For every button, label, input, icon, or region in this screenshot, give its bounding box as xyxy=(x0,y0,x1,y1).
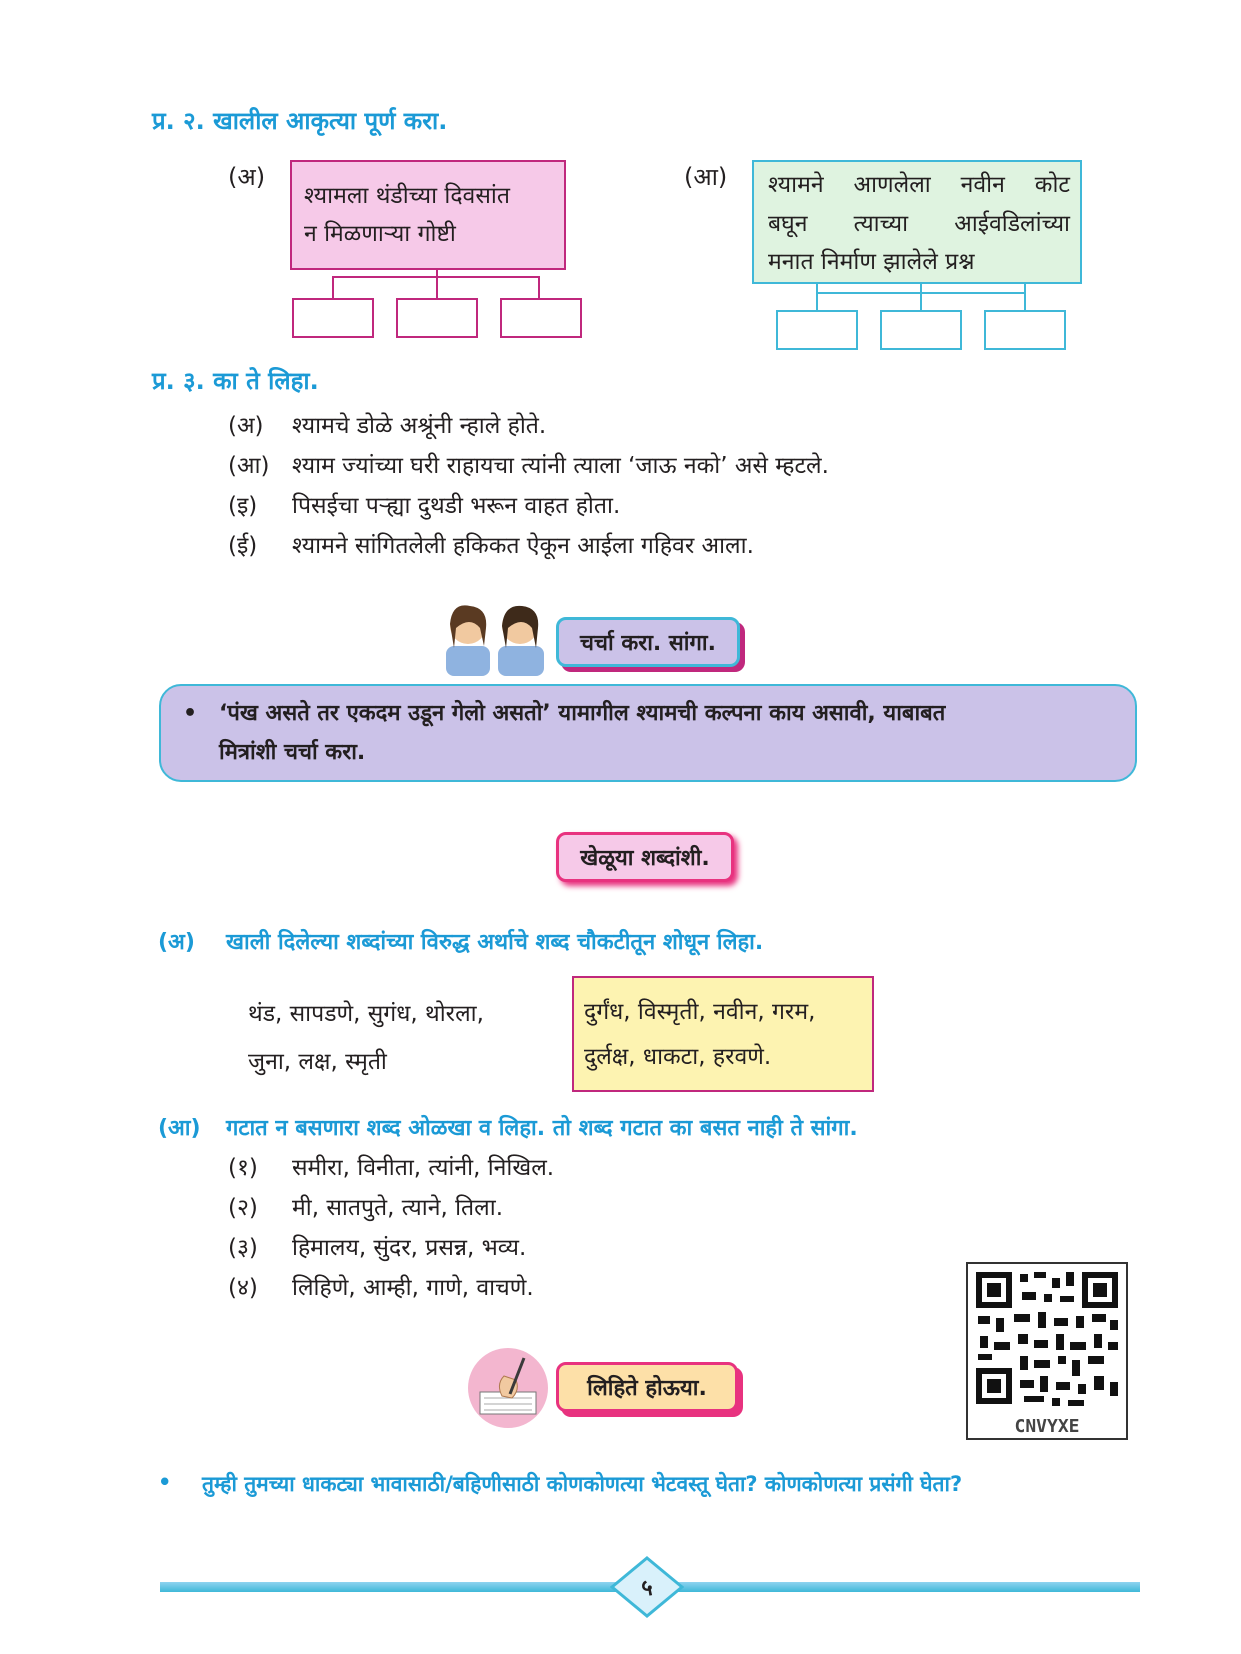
qr-code-text: CNVYXE xyxy=(1014,1416,1080,1437)
q2-a-label: (अ) xyxy=(228,163,266,191)
discuss-line1-row xyxy=(183,694,1115,734)
q2-a-connector-right xyxy=(538,276,540,300)
q2-aa-answer-box-2[interactable] xyxy=(880,310,962,350)
q3-item-num: (अ) xyxy=(228,413,264,439)
q2-heading: प्र. २. खालील आकृत्या पूर्ण करा. xyxy=(152,107,448,135)
q3-item-ii xyxy=(228,528,829,568)
wordplay-aa-item-num: (२) xyxy=(228,1195,258,1221)
wordplay-left-line2: जुना, लक्ष, स्मृती xyxy=(248,1049,387,1075)
wordplay-left-words xyxy=(248,990,484,1086)
q2-aa-answer-box-1[interactable] xyxy=(776,310,858,350)
q2-aa-box-line3: मनात निर्माण झालेले प्रश्न xyxy=(768,249,975,275)
discuss-box xyxy=(159,684,1137,782)
q3-list xyxy=(228,408,829,568)
wordplay-box-line2: दुर्लक्ष, धाकटा, हरवणे. xyxy=(584,1044,772,1070)
wordplay-aa-item-text: मी, सातपुते, त्याने, तिला. xyxy=(292,1195,504,1221)
q3-item-a xyxy=(228,408,829,448)
q3-item-text: श्यामने सांगितलेली हकिकत ऐकून आईला गहिवर आला. xyxy=(292,533,754,559)
q2-aa-box-line2: बघून त्याच्या आईवडिलांच्या xyxy=(768,211,1070,237)
q2-a-answer-box-1[interactable] xyxy=(292,298,374,338)
q3-item-num: (इ) xyxy=(228,493,258,519)
q3-item-text: पिसईचा पऱ्ह्या दुथडी भरून वाहत होता. xyxy=(292,493,621,519)
q2-a-box-line1: श्यामला थंडीच्या दिवसांत xyxy=(304,183,510,209)
wordplay-aa-item-num: (१) xyxy=(228,1155,258,1181)
q2-aa-connector-mid xyxy=(920,284,922,312)
wordplay-box-line1: दुर्गंध, विस्मृती, नवीन, गरम, xyxy=(584,999,816,1025)
q2-a-box xyxy=(290,160,566,270)
wordplay-aa-item-4 xyxy=(228,1270,554,1310)
wordplay-aa-item-3 xyxy=(228,1230,554,1270)
q2-aa-box xyxy=(752,160,1082,284)
q3-item-num: (ई) xyxy=(228,533,258,559)
wordplay-aa-item-num: (३) xyxy=(228,1235,258,1261)
page-number-badge xyxy=(610,1556,684,1618)
wordplay-aa-label: (आ) xyxy=(158,1116,201,1141)
q2-a-answer-box-2[interactable] xyxy=(396,298,478,338)
q2-a-box-line2: न मिळणाऱ्या गोष्टी xyxy=(304,221,456,247)
qr-pattern-icon xyxy=(968,1264,1126,1412)
wordplay-word-box xyxy=(572,976,874,1092)
wordplay-aa-item-text: समीरा, विनीता, त्यांनी, निखिल. xyxy=(292,1155,555,1181)
wordplay-aa-heading: गटात न बसणारा शब्द ओळखा व लिहा. तो शब्द गटात का बसत नाही ते सांगा. xyxy=(226,1116,858,1141)
write-bullet: • xyxy=(158,1470,172,1494)
wordplay-left-line1: थंड, सापडणे, सुगंध, थोरला, xyxy=(248,1001,484,1027)
discuss-tag: चर्चा करा. सांगा. xyxy=(556,617,740,667)
wordplay-aa-item-2 xyxy=(228,1190,554,1230)
write-tag: लिहिते होऊया. xyxy=(556,1362,738,1412)
write-question: तुम्ही तुमच्या धाकट्या भावासाठी/बहिणीसाठी कोणकोणत्या भेटवस्तू घेता? कोणकोणत्या प्रसंगी घेता? xyxy=(202,1472,963,1496)
wordplay-aa-item-num: (४) xyxy=(228,1275,258,1301)
q2-a-connector-left xyxy=(332,276,334,300)
discuss-line2: मित्रांशी चर्चा करा. xyxy=(219,740,366,765)
wordplay-aa-item-text: हिमालय, सुंदर, प्रसन्न, भव्य. xyxy=(292,1235,527,1261)
q2-aa-label: (आ) xyxy=(684,163,728,191)
q3-item-aa xyxy=(228,448,829,488)
q3-item-num: (आ) xyxy=(228,453,270,479)
girls-illustration xyxy=(440,598,552,676)
wordplay-aa-item-1 xyxy=(228,1150,554,1190)
q2-aa-connector-right xyxy=(1024,284,1026,312)
q2-a-connector-mid xyxy=(436,270,438,300)
wordplay-aa-list xyxy=(228,1150,554,1310)
wordplay-a-label: (अ) xyxy=(158,930,195,955)
writing-hand-illustration xyxy=(466,1346,550,1430)
write-question-row xyxy=(158,1470,1158,1498)
q2-aa-answer-box-3[interactable] xyxy=(984,310,1066,350)
discuss-line1: ‘पंख असते तर एकदम उडून गेलो असतो’ यामागील श्यामची कल्पना काय असावी, याबाबत xyxy=(219,701,946,726)
q2-aa-box-line1: श्यामने आणलेला नवीन कोट xyxy=(768,172,1070,198)
q3-item-text: श्यामचे डोळे अश्रूंनी न्हाले होते. xyxy=(292,413,547,439)
wordplay-aa-item-text: लिहिणे, आम्ही, गाणे, वाचणे. xyxy=(292,1275,534,1301)
wordplay-tag: खेळूया शब्दांशी. xyxy=(556,832,734,882)
q2-aa-connector-left xyxy=(816,284,818,312)
discuss-bullet: • xyxy=(183,701,198,726)
q3-item-text: श्याम ज्यांच्या घरी राहायचा त्यांनी त्याला ‘जाऊ नको’ असे म्हटले. xyxy=(292,453,829,479)
q3-item-i xyxy=(228,488,829,528)
wordplay-a-heading: खाली दिलेल्या शब्दांच्या विरुद्ध अर्थाचे शब्द चौकटीतून शोधून लिहा. xyxy=(226,930,764,955)
qr-code[interactable] xyxy=(966,1262,1128,1440)
q2-a-answer-box-3[interactable] xyxy=(500,298,582,338)
q3-heading: प्र. ३. का ते लिहा. xyxy=(152,367,319,395)
page-number: ५ xyxy=(641,1576,653,1601)
